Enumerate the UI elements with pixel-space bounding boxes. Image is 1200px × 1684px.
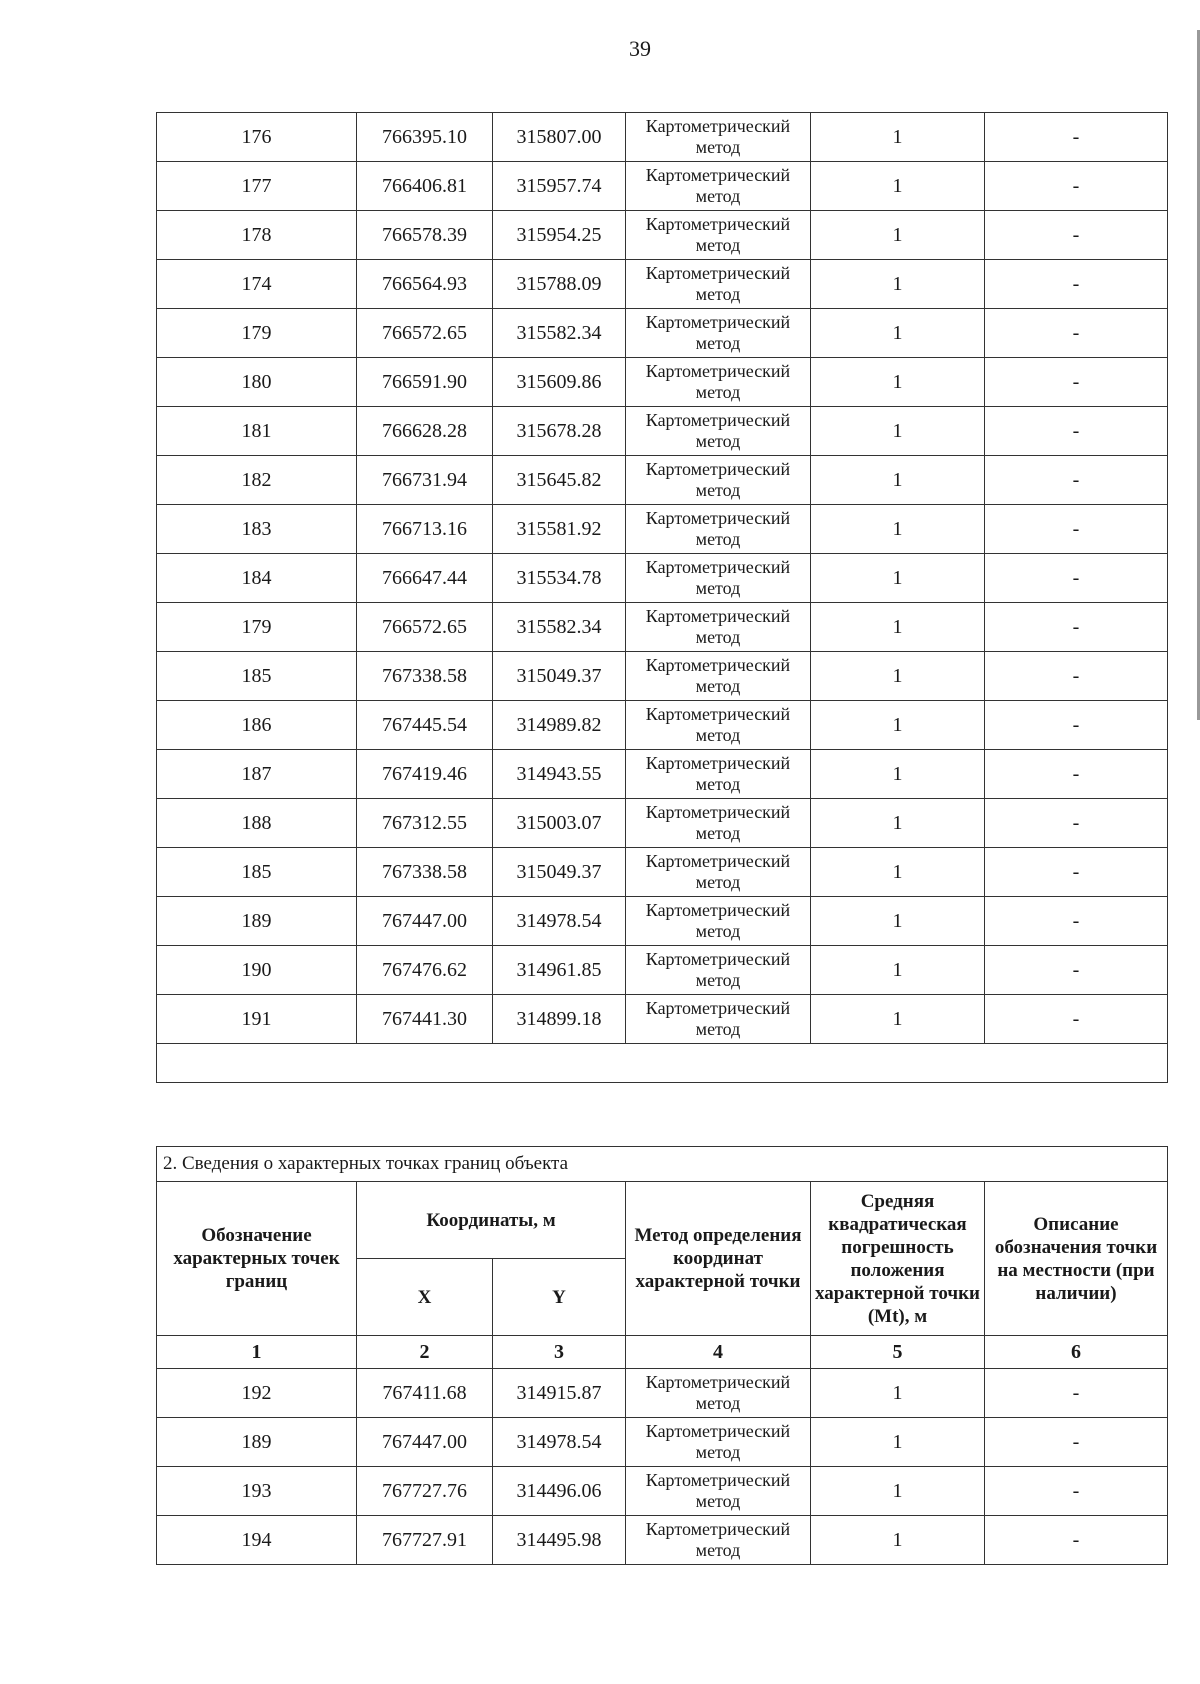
point-id-cell: 183: [157, 505, 357, 554]
method-cell: Картометрический метод: [626, 211, 811, 260]
point-id-cell: 179: [157, 309, 357, 358]
header-description: Описание обозначения точки на местности (при наличии): [985, 1182, 1168, 1336]
method-cell: Картометрический метод: [626, 750, 811, 799]
table-row: [157, 1418, 1168, 1467]
error-cell: 1: [811, 309, 985, 358]
error-cell: 1: [811, 897, 985, 946]
method-cell: Картометрический метод: [626, 456, 811, 505]
x-coordinate-cell: 766647.44: [357, 554, 493, 603]
points-table-continuation: [156, 112, 1168, 1083]
table-row: [157, 1467, 1168, 1516]
table-row: [157, 260, 1168, 309]
method-cell: Картометрический метод: [626, 162, 811, 211]
x-coordinate-cell: 766713.16: [357, 505, 493, 554]
error-cell: 1: [811, 1369, 985, 1418]
error-cell: 1: [811, 456, 985, 505]
method-cell: Картометрический метод: [626, 358, 811, 407]
error-cell: 1: [811, 750, 985, 799]
y-coordinate-cell: 314899.18: [493, 995, 626, 1044]
table-row: [157, 554, 1168, 603]
description-cell: -: [985, 652, 1168, 701]
description-cell: -: [985, 897, 1168, 946]
error-cell: 1: [811, 995, 985, 1044]
y-coordinate-cell: 315954.25: [493, 211, 626, 260]
table-row: [157, 603, 1168, 652]
column-number-cell: 1: [157, 1336, 357, 1369]
description-cell: -: [985, 554, 1168, 603]
error-cell: 1: [811, 505, 985, 554]
y-coordinate-cell: 315581.92: [493, 505, 626, 554]
x-coordinate-cell: 767411.68: [357, 1369, 493, 1418]
y-coordinate-cell: 315003.07: [493, 799, 626, 848]
point-id-cell: 184: [157, 554, 357, 603]
point-id-cell: 190: [157, 946, 357, 995]
x-coordinate-cell: 767338.58: [357, 652, 493, 701]
error-cell: 1: [811, 358, 985, 407]
x-coordinate-cell: 766731.94: [357, 456, 493, 505]
error-cell: 1: [811, 113, 985, 162]
x-coordinate-cell: 766564.93: [357, 260, 493, 309]
point-id-cell: 188: [157, 799, 357, 848]
description-cell: -: [985, 946, 1168, 995]
error-cell: 1: [811, 848, 985, 897]
table-row: [157, 162, 1168, 211]
empty-row: [157, 1044, 1168, 1083]
table-title: 2. Сведения о характерных точках границ объекта: [157, 1147, 1168, 1182]
point-id-cell: 185: [157, 652, 357, 701]
error-cell: 1: [811, 162, 985, 211]
y-coordinate-cell: 315049.37: [493, 848, 626, 897]
description-cell: -: [985, 113, 1168, 162]
point-id-cell: 191: [157, 995, 357, 1044]
error-cell: 1: [811, 946, 985, 995]
header-designation: Обозначение характерных точек границ: [157, 1182, 357, 1336]
method-cell: Картометрический метод: [626, 652, 811, 701]
y-coordinate-cell: 314495.98: [493, 1516, 626, 1565]
description-cell: -: [985, 995, 1168, 1044]
column-number-cell: 2: [357, 1336, 493, 1369]
error-cell: 1: [811, 407, 985, 456]
description-cell: -: [985, 505, 1168, 554]
x-coordinate-cell: 767447.00: [357, 1418, 493, 1467]
y-coordinate-cell: 315049.37: [493, 652, 626, 701]
description-cell: -: [985, 1516, 1168, 1565]
point-id-cell: 194: [157, 1516, 357, 1565]
boundary-points-table: [156, 1146, 1168, 1565]
y-coordinate-cell: 314496.06: [493, 1467, 626, 1516]
method-cell: Картометрический метод: [626, 505, 811, 554]
table-row: [157, 113, 1168, 162]
table-row: [157, 848, 1168, 897]
description-cell: -: [985, 260, 1168, 309]
error-cell: 1: [811, 1467, 985, 1516]
method-cell: Картометрический метод: [626, 1467, 811, 1516]
y-coordinate-cell: 315534.78: [493, 554, 626, 603]
point-id-cell: 186: [157, 701, 357, 750]
y-coordinate-cell: 314978.54: [493, 897, 626, 946]
y-coordinate-cell: 315609.86: [493, 358, 626, 407]
error-cell: 1: [811, 701, 985, 750]
x-coordinate-cell: 767338.58: [357, 848, 493, 897]
y-coordinate-cell: 314961.85: [493, 946, 626, 995]
description-cell: -: [985, 358, 1168, 407]
point-id-cell: 176: [157, 113, 357, 162]
point-id-cell: 187: [157, 750, 357, 799]
x-coordinate-cell: 766572.65: [357, 603, 493, 652]
table-row: [157, 1369, 1168, 1418]
method-cell: Картометрический метод: [626, 309, 811, 358]
table-row: [157, 750, 1168, 799]
table-row: [157, 1516, 1168, 1565]
table-row: [157, 652, 1168, 701]
table-row: [157, 407, 1168, 456]
description-cell: -: [985, 211, 1168, 260]
table-row: [157, 456, 1168, 505]
header-method: Метод определения координат характерной точки: [626, 1182, 811, 1336]
method-cell: Картометрический метод: [626, 799, 811, 848]
column-number-cell: 6: [985, 1336, 1168, 1369]
header-y: Y: [493, 1259, 626, 1336]
point-id-cell: 192: [157, 1369, 357, 1418]
table-row: [157, 897, 1168, 946]
x-coordinate-cell: 766406.81: [357, 162, 493, 211]
description-cell: -: [985, 701, 1168, 750]
x-coordinate-cell: 767445.54: [357, 701, 493, 750]
error-cell: 1: [811, 799, 985, 848]
x-coordinate-cell: 766591.90: [357, 358, 493, 407]
method-cell: Картометрический метод: [626, 897, 811, 946]
error-cell: 1: [811, 1516, 985, 1565]
table-row: [157, 799, 1168, 848]
header-error: Средняя квадратическая погрешность положения характерной точки (Mt), м: [811, 1182, 985, 1336]
table-row: [157, 701, 1168, 750]
description-cell: -: [985, 1369, 1168, 1418]
y-coordinate-cell: 315582.34: [493, 309, 626, 358]
description-cell: -: [985, 848, 1168, 897]
y-coordinate-cell: 315645.82: [493, 456, 626, 505]
y-coordinate-cell: 315957.74: [493, 162, 626, 211]
column-number-cell: 3: [493, 1336, 626, 1369]
x-coordinate-cell: 767441.30: [357, 995, 493, 1044]
error-cell: 1: [811, 1418, 985, 1467]
method-cell: Картометрический метод: [626, 1516, 811, 1565]
x-coordinate-cell: 767727.76: [357, 1467, 493, 1516]
x-coordinate-cell: 767447.00: [357, 897, 493, 946]
point-id-cell: 193: [157, 1467, 357, 1516]
table-row: [157, 505, 1168, 554]
point-id-cell: 180: [157, 358, 357, 407]
method-cell: Картометрический метод: [626, 1418, 811, 1467]
table-row: [157, 358, 1168, 407]
error-cell: 1: [811, 652, 985, 701]
table-row: [157, 211, 1168, 260]
y-coordinate-cell: 315678.28: [493, 407, 626, 456]
column-number-cell: 5: [811, 1336, 985, 1369]
description-cell: -: [985, 603, 1168, 652]
description-cell: -: [985, 456, 1168, 505]
method-cell: Картометрический метод: [626, 995, 811, 1044]
x-coordinate-cell: 767419.46: [357, 750, 493, 799]
x-coordinate-cell: 767727.91: [357, 1516, 493, 1565]
column-number-cell: 4: [626, 1336, 811, 1369]
point-id-cell: 182: [157, 456, 357, 505]
method-cell: Картометрический метод: [626, 603, 811, 652]
point-id-cell: 179: [157, 603, 357, 652]
method-cell: Картометрический метод: [626, 260, 811, 309]
description-cell: -: [985, 799, 1168, 848]
error-cell: 1: [811, 554, 985, 603]
empty-cell: [157, 1044, 1168, 1083]
description-cell: -: [985, 407, 1168, 456]
table-row: [157, 946, 1168, 995]
y-coordinate-cell: 314915.87: [493, 1369, 626, 1418]
method-cell: Картометрический метод: [626, 554, 811, 603]
x-coordinate-cell: 767312.55: [357, 799, 493, 848]
y-coordinate-cell: 314943.55: [493, 750, 626, 799]
x-coordinate-cell: 766572.65: [357, 309, 493, 358]
point-id-cell: 178: [157, 211, 357, 260]
error-cell: 1: [811, 211, 985, 260]
table-row: [157, 995, 1168, 1044]
y-coordinate-cell: 315582.34: [493, 603, 626, 652]
y-coordinate-cell: 315788.09: [493, 260, 626, 309]
x-coordinate-cell: 766628.28: [357, 407, 493, 456]
y-coordinate-cell: 314978.54: [493, 1418, 626, 1467]
point-id-cell: 185: [157, 848, 357, 897]
y-coordinate-cell: 314989.82: [493, 701, 626, 750]
description-cell: -: [985, 1467, 1168, 1516]
description-cell: -: [985, 1418, 1168, 1467]
page-number: 39: [629, 36, 651, 61]
x-coordinate-cell: 767476.62: [357, 946, 493, 995]
method-cell: Картометрический метод: [626, 848, 811, 897]
description-cell: -: [985, 309, 1168, 358]
method-cell: Картометрический метод: [626, 946, 811, 995]
point-id-cell: 181: [157, 407, 357, 456]
point-id-cell: 189: [157, 897, 357, 946]
header-x: X: [357, 1259, 493, 1336]
method-cell: Картометрический метод: [626, 701, 811, 750]
method-cell: Картометрический метод: [626, 407, 811, 456]
table-row: [157, 309, 1168, 358]
header-coordinates: Координаты, м: [357, 1182, 626, 1259]
method-cell: Картометрический метод: [626, 1369, 811, 1418]
error-cell: 1: [811, 260, 985, 309]
point-id-cell: 177: [157, 162, 357, 211]
method-cell: Картометрический метод: [626, 113, 811, 162]
point-id-cell: 174: [157, 260, 357, 309]
point-id-cell: 189: [157, 1418, 357, 1467]
description-cell: -: [985, 750, 1168, 799]
y-coordinate-cell: 315807.00: [493, 113, 626, 162]
error-cell: 1: [811, 603, 985, 652]
x-coordinate-cell: 766578.39: [357, 211, 493, 260]
description-cell: -: [985, 162, 1168, 211]
x-coordinate-cell: 766395.10: [357, 113, 493, 162]
